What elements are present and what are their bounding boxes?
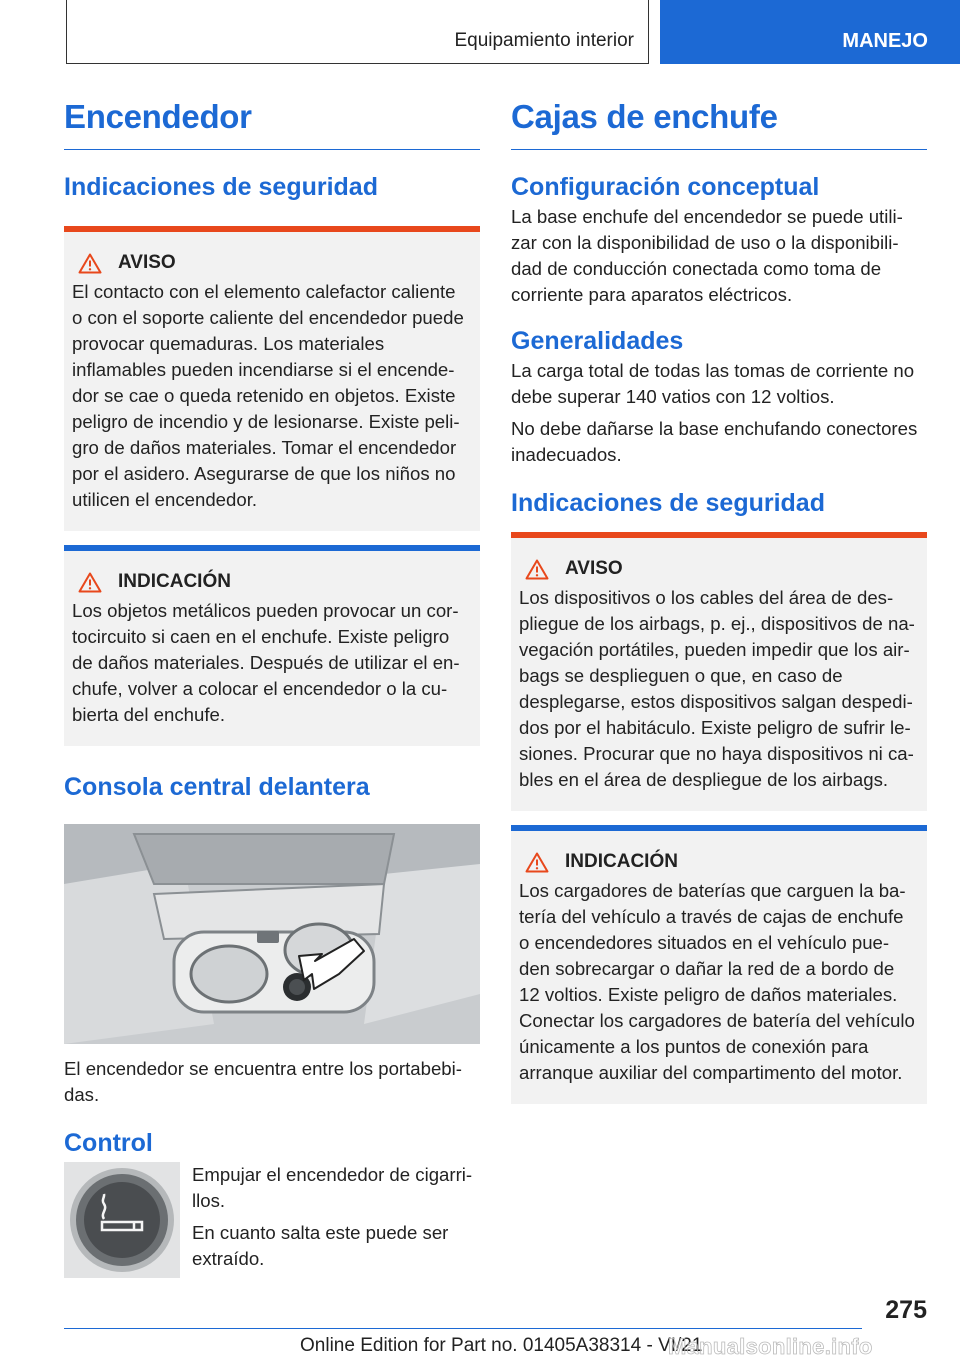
page-title-sockets: Cajas de enchufe <box>511 96 927 150</box>
concept-text: La base enchufe del encendedor se puede utili-zar con la disponibilidad de uso o la disponibili-dad de conducción conectada como toma de corriente para aparatos eléctricos. <box>511 206 903 306</box>
heading-safety-left: Indicaciones de seguridad <box>64 173 378 202</box>
warning-text: Los dispositivos o los cables del área de des-pliegue de los airbags, p. ej., dispositivos de na-vegación portátiles, pueden impedir que los air-bags se desplieguen o que, en caso de desplegarse, estos dispositivos salgan despedi-dos por el habitáculo. Existe peligro de sufrir le-siones. Procurar que no haya dispositivos ni ca-bles en el área de despliegue de los airbags. <box>519 587 915 791</box>
warning-label: AVISO <box>565 558 623 580</box>
heading-center-console: Consola central delantera <box>64 773 370 802</box>
heading-safety-right: Indicaciones de seguridad <box>511 489 825 518</box>
warning-triangle-icon <box>78 572 102 593</box>
heading-concept: Configuración conceptual <box>511 173 820 202</box>
warning-title <box>519 558 919 580</box>
right-column <box>511 96 927 1104</box>
note-text: Los objetos metálicos pueden provocar un cor-tocircuito si caen en el enchufe. Existe peligro de daños materiales. Después de utilizar el en-chufe, volver a colocar el encendedor o la cu-bierta del enchufe. <box>72 600 460 726</box>
console-description: El encendedor se encuentra entre los portabebi-das. <box>64 1058 462 1106</box>
warning-box-lighter <box>64 226 480 531</box>
warning-box-sockets <box>511 532 927 811</box>
page-title-lighter: Encendedor <box>64 96 480 150</box>
edition-text: Online Edition for Part no. 01405A38314 - VI/21 <box>300 1335 703 1356</box>
note-label: INDICACIÓN <box>565 851 678 873</box>
heading-control: Control <box>64 1129 153 1158</box>
general-text-2: No debe dañarse la base enchufando conectores inadecuados. <box>511 418 918 466</box>
note-box-lighter <box>64 545 480 746</box>
warning-triangle-icon <box>525 852 549 873</box>
warning-triangle-icon <box>78 253 102 274</box>
note-text: Los cargadores de baterías que carguen la ba-tería del vehículo a través de cajas de enchufe o encendedores situados en el vehículo pue-den sobrecargar o dañar la red de a bordo de 12 voltios. Existe peligro de daños materiales. Conectar los cargadores de batería del vehículo únicamente a los puntos de conexión para arranque auxiliar del compartimento del motor. <box>519 880 915 1084</box>
warning-title <box>72 252 472 274</box>
left-column <box>64 96 480 1278</box>
control-text-remove: En cuanto salta este puede ser extraído. <box>192 1222 449 1270</box>
warning-text: El contacto con el elemento calefactor caliente o con el soporte caliente del encendedor puede provocar quemaduras. Los materiales inflamables pueden incendiarse si el encende-dor se cae o queda retenido en objetos. Existe peligro de incendio y de lesionarse. Existe peli-gro de daños materiales. Tomar el encendedor por el asidero. Asegurarse de que los niños no utilicen el encendedor. <box>72 281 464 511</box>
footer-divider <box>64 1328 862 1329</box>
note-label: INDICACIÓN <box>118 571 231 593</box>
cigarette-lighter-icon <box>64 1162 180 1278</box>
watermark: Manualsonline.info <box>668 1334 873 1359</box>
general-text-1: La carga total de todas las tomas de corriente no debe superar 140 vatios con 12 voltios. <box>511 360 915 408</box>
control-row <box>64 1162 480 1278</box>
control-text <box>192 1162 480 1278</box>
page-number: 275 <box>885 1296 927 1324</box>
note-title <box>519 851 919 873</box>
warning-label: AVISO <box>118 252 176 274</box>
warning-triangle-icon <box>525 559 549 580</box>
heading-general: Generalidades <box>511 327 684 356</box>
control-text-push: Empujar el encendedor de cigarri-llos. <box>192 1164 473 1212</box>
center-console-photo <box>64 824 480 1044</box>
note-box-sockets <box>511 825 927 1104</box>
header-chapter-tab[interactable]: MANEJO <box>660 0 960 64</box>
note-title <box>72 571 472 593</box>
header-section-title: Equipamiento interior <box>66 0 649 64</box>
